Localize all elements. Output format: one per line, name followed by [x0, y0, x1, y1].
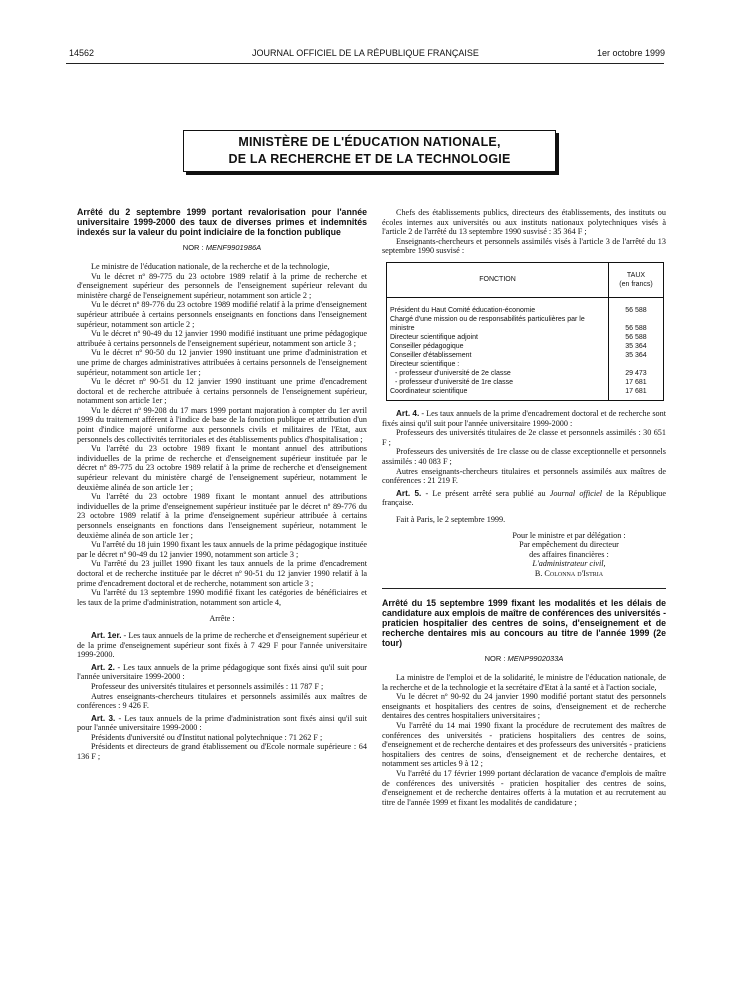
paragraph: Le ministre de l'éducation nationale, de la recherche et de la technologie,: [91, 261, 330, 271]
article-5: [382, 489, 666, 508]
header-fonction: FONCTION: [387, 262, 609, 297]
table-row: [387, 387, 664, 401]
arrete-heading: Arrête :: [209, 614, 235, 624]
paragraph: Vu le décret nº 90-49 du 12 janvier 1990 modifié instituant une prime pédagogique attribuée à certains personnels de l'enseignement supérieur, notamment son article 3 ;: [77, 329, 367, 348]
nor-reference: [77, 243, 367, 253]
paragraph: Vu le décret nº 89-775 du 23 octobre 1989 relatif à la prime de recherche et d'enseignement supérieur des personnels de l'enseignement supérieur relevant du ministère chargé de l'enseignement supérieur, notamment son article 2 ;: [77, 271, 367, 300]
header-taux: [609, 262, 664, 297]
article-1: [77, 631, 367, 660]
rates-table: [386, 262, 664, 401]
article-label: Art. 2.: [91, 662, 115, 672]
paragraph: Chefs des établissements publics, directeurs des établissements, des instituts ou écoles internes aux universités ou aux instituts nationaux polytechniques visés à l'article 2 de l'arrêté du 13 septembre 1990 susvisé : 35 364 F ;: [382, 208, 666, 237]
article-label: Art. 5.: [396, 488, 422, 498]
signatory-title: L'administrateur civil,: [532, 559, 606, 569]
journal-title: JOURNAL OFFICIEL DE LA RÉPUBLIQUE FRANÇAISE: [252, 48, 479, 58]
table-row: [387, 342, 664, 351]
decree-title-2: Arrêté du 15 septembre 1999 fixant les modalités et les délais de candidature aux emplois de maître de conférences des universités - praticien hospitalier des centres de soins, d'enseignement et de recherche dentaires mis au concours au titre de l'année 1999 (2e tour): [382, 598, 666, 648]
table-cell-taux: 17 681: [609, 387, 664, 401]
paragraph: Vu l'arrêté du 18 juin 1990 fixant les taux annuels de la prime pédagogique instituée par le décret nº 90-49 du 12 janvier 1990, notamment son article 3 ;: [77, 540, 367, 559]
signature-line: Par empêchement du directeur: [519, 540, 619, 550]
paragraph: Professeurs des universités titulaires de 2e classe et personnels assimilés : 30 651 F ;: [382, 428, 666, 447]
table-cell-fonction: Conseiller pédagogique: [387, 342, 609, 351]
ministry-line-1: MINISTÈRE DE L'ÉDUCATION NATIONALE,: [238, 135, 501, 149]
table-cell-taux: 17 681: [609, 378, 664, 387]
paragraph: Vu l'arrêté du 23 octobre 1989 fixant le montant annuel des attributions individuelles de la prime d'enseignement supérieur instituée par le décret nº 89-776 du 23 octobre 1989 relatif à la prime d'enseignement supérieur attribuée à certains personnels enseignants en fonctions dans l'enseignement supérieur, notamment le deuxième alinéa de son article 1er ;: [77, 492, 367, 540]
table-row: [387, 369, 664, 378]
signature-line: [382, 559, 666, 569]
paragraph: Autres enseignants-chercheurs titulaires et personnels assimilés aux maîtres de conférences : 21 219 F.: [382, 466, 666, 486]
table-row: [387, 351, 664, 360]
table-row: [387, 315, 664, 333]
paragraph: Vu l'arrêté du 13 septembre 1990 modifié fixant les catégories de bénéficiaires et les taux de la prime d'administration, notamment son article 4,: [77, 588, 367, 607]
article-text: - Le présent arrêté sera publié au: [421, 488, 550, 498]
issue-date: 1er octobre 1999: [596, 48, 665, 58]
ministry-line-2: DE LA RECHERCHE ET DE LA TECHNOLOGIE: [228, 152, 511, 166]
signatory-name: B. Colonna d'Istria: [534, 568, 604, 578]
nor-reference-2: [382, 654, 666, 664]
table-cell-fonction: Président du Haut Comité éducation-économie: [387, 297, 609, 315]
article-label: Art. 1er.: [91, 630, 122, 640]
table-row: [387, 360, 664, 369]
article-text: - Les taux annuels de la prime d'administration sont fixés ainsi qu'il suit pour l'année universitaire 1999-2000 :: [77, 713, 367, 733]
table-cell-fonction: Coordinateur scientifique: [387, 387, 609, 401]
page-header: [0, 48, 731, 62]
paragraph: Vu le décret nº 99-208 du 17 mars 1999 portant majoration à compter du 1er avril 1999 du traitement afférent à l'indice de base de la fonction publique et attribution d'un point d'indice majoré uniforme aux personnels civils et militaires de l'Etat, aux personnels des collectivités territoriales et des établissements publics d'hospitalisation ;: [77, 405, 367, 444]
table-header-row: [387, 262, 664, 297]
table-cell-taux: [609, 360, 664, 369]
article-text: de la République française.: [382, 488, 666, 508]
left-column: [77, 208, 367, 762]
nor-label: NOR :: [484, 654, 506, 664]
paragraph: Vu le décret nº 90-92 du 24 janvier 1990 modifié portant statut des personnels enseignants et hospitaliers des centres de soins, d'enseignement et de recherche dentaires des centres hospitaliers universitaires ;: [382, 692, 666, 721]
paragraph: Vu le décret nº 90-51 du 12 janvier 1990 instituant une prime d'encadrement doctoral et de recherche attribuée à certains personnels de l'enseignement supérieur, notamment son article 1er ;: [77, 377, 367, 406]
article-label: Art. 4.: [396, 408, 420, 418]
table-cell-fonction: Conseiller d'établissement: [387, 351, 609, 360]
paragraph: Vu le décret nº 89-776 du 23 octobre 1989 modifié relatif à la prime d'enseignement supérieur attribuée à certains personnels enseignants en fonctions dans l'enseignement supérieur, notamment son article 2 ;: [77, 300, 367, 329]
article-4: [382, 409, 666, 428]
table-cell-fonction: Directeur scientifique :: [387, 360, 609, 369]
signature-line: des affaires financières :: [529, 549, 609, 559]
decree-title: Arrêté du 2 septembre 1999 portant revalorisation pour l'année universitaire 1999-2000 des taux de diverses primes et indemnités indexés sur la valeur du point indiciaire de la fonction publique: [77, 207, 367, 237]
paragraph: Enseignants-chercheurs et personnels assimilés visés à l'article 3 de l'arrêté du 13 septembre 1990 susvisé :: [382, 236, 666, 256]
article-text: - Les taux annuels de la prime de recherche et d'enseignement supérieur et de la prime d'enseignement supérieur sont fixés à 7 429 F pour l'année universitaire 1999-2000.: [77, 630, 367, 660]
paragraph: Professeurs des universités de 1re classe ou de classe exceptionnelle et personnels assimilés : 40 083 F ;: [382, 447, 666, 466]
page-number: 14562: [69, 48, 95, 58]
paragraph: Vu l'arrêté du 17 février 1999 portant déclaration de vacance d'emplois de maître de conférences des universités - praticien hospitalier des centres de soins, d'enseignement et de recherche dentaires offerts à la mutation et au recrutement au titre de l'année 1999 et fixant les modalités de candidature ;: [382, 768, 666, 807]
table-cell-taux: 56 588: [609, 315, 664, 333]
table-cell-fonction: Chargé d'une mission ou de responsabilités particulières par le ministre: [387, 315, 609, 333]
paragraph: Professeur des universités titulaires et personnels assimilés : 11 787 F ;: [91, 681, 324, 691]
table-cell-fonction: - professeur d'université de 1re classe: [387, 378, 609, 387]
nor-code: MENP9902033A: [507, 654, 564, 664]
table-row: [387, 378, 664, 387]
article-text: - Les taux annuels de la prime pédagogique sont fixés ainsi qu'il suit pour l'année universitaire 1999-2000 :: [77, 662, 367, 682]
section-divider: [382, 588, 666, 589]
header-rule: [66, 63, 664, 64]
nor-label: NOR :: [182, 243, 204, 253]
nor-code: MENF9901986A: [205, 243, 262, 253]
done-at-paris: Fait à Paris, le 2 septembre 1999.: [396, 514, 506, 524]
table-row: [387, 297, 664, 315]
paragraph: Présidents d'université ou d'Institut national polytechnique : 71 262 F ;: [91, 732, 323, 742]
paragraph: La ministre de l'emploi et de la solidarité, le ministre de l'éducation nationale, de la recherche et de la technologie et la secrétaire d'Etat à la santé et à l'action sociale,: [382, 673, 666, 692]
paragraph: Présidents et directeurs de grand établissement ou d'Ecole normale supérieure : 64 136 F ;: [77, 742, 367, 762]
ministry-box: [183, 130, 556, 172]
table-cell-fonction: Directeur scientifique adjoint: [387, 333, 609, 342]
article-text: - Les taux annuels de la prime d'encadrement doctoral et de recherche sont fixés ainsi qu'il suit pour l'année universitaire 1999-2000 :: [382, 408, 666, 428]
table-cell-taux: 56 588: [609, 333, 664, 342]
paragraph: Vu l'arrêté du 23 juillet 1990 fixant les taux annuels de la prime d'encadrement doctoral et de recherche instituée par le décret nº 90-51 du 12 janvier 1990 relatif à la prime d'encadrement doctoral et de recherche, notamment son article 3 ;: [77, 559, 367, 588]
signature-line: Pour le ministre et par délégation :: [512, 530, 626, 540]
paragraph: Vu l'arrêté du 14 mai 1990 fixant la procédure de recrutement des maîtres de conférences des universités - praticiens hospitaliers des centres de soins, d'enseignement et de recherche dentaires et des professeurs des universités - praticiens hospitaliers des centres de soins, d'enseignement et de recherche dentaires, et notamment ses articles 9 à 12 ;: [382, 721, 666, 769]
table-cell-fonction: - professeur d'université de 2e classe: [387, 369, 609, 378]
paragraph: Vu l'arrêté du 23 octobre 1989 fixant le montant annuel des attributions individuelles de la prime de recherche et d'enseignement supérieur instituée par le décret nº 89-775 du 23 octobre 1989 relatif à la prime de recherche et d'enseignement supérieur relevant du ministère chargé de l'enseignement supérieur, notamment le deuxième alinéa de son article 1er ;: [77, 444, 367, 492]
table-cell-taux: 29 473: [609, 369, 664, 378]
table-cell-taux: 56 588: [609, 297, 664, 315]
table-cell-taux: 35 364: [609, 351, 664, 360]
article-label: Art. 3.: [91, 713, 116, 723]
article-2: [77, 663, 367, 682]
right-column: [382, 208, 666, 807]
article-3: [77, 714, 367, 733]
table-cell-taux: 35 364: [609, 342, 664, 351]
header-taux-label: TAUX: [626, 271, 646, 279]
paragraph: Autres enseignants-chercheurs titulaires et personnels assimilés aux maîtres de conférences : 9 426 F.: [77, 691, 367, 711]
journal-name: Journal officiel: [549, 488, 603, 498]
header-taux-unit: (en francs): [619, 280, 653, 288]
paragraph: Vu le décret nº 90-50 du 12 janvier 1990 instituant une prime d'administration et une prime de charges administratives attribuées à certains personnels de l'enseignement supérieur, notamment son article 1er ;: [77, 348, 367, 377]
table-row: [387, 333, 664, 342]
